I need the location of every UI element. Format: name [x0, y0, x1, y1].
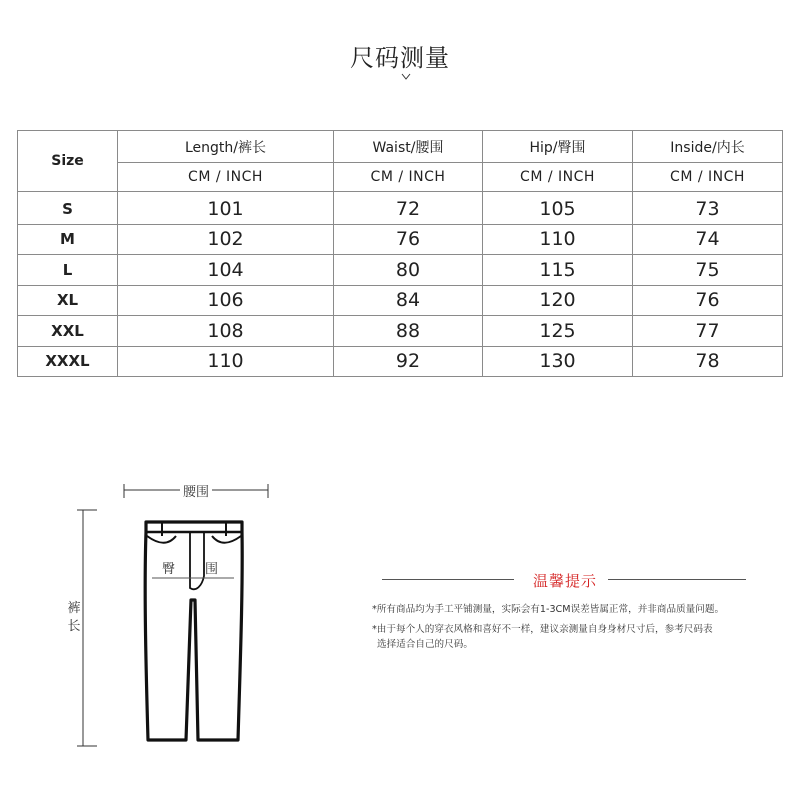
size-cell: XL — [18, 285, 118, 316]
notice-item: *由于每个人的穿衣风格和喜好不一样，建议亲测量自身身材尺寸后，参考尺码表 — [372, 624, 713, 635]
waist-column-header: Waist/腰围 — [334, 131, 483, 163]
length-cell: 104 — [118, 255, 334, 286]
pants-measurement-diagram — [0, 470, 360, 770]
chevron-down-icon — [401, 72, 411, 82]
table-row — [18, 192, 783, 225]
table-row — [18, 316, 783, 347]
table-row — [18, 255, 783, 286]
waist-cell: 92 — [334, 346, 483, 377]
waist-cell: 88 — [334, 316, 483, 347]
inside-cell: 74 — [633, 224, 783, 255]
hip-cell: 110 — [483, 224, 633, 255]
inside-column-header: Inside/内长 — [633, 131, 783, 163]
size-cell: S — [18, 192, 118, 225]
waist-unit: CM / INCH — [334, 163, 483, 192]
length-unit: CM / INCH — [118, 163, 334, 192]
notice-item: 选择适合自己的尺码。 — [377, 639, 473, 650]
length-label: 裤长 — [67, 601, 81, 634]
hip-cell: 115 — [483, 255, 633, 286]
page-title: 尺码测量 — [350, 44, 450, 72]
size-cell: M — [18, 224, 118, 255]
length-cell: 102 — [118, 224, 334, 255]
inside-cell: 73 — [633, 192, 783, 225]
size-column-header: Size — [18, 131, 118, 192]
waist-cell: 80 — [334, 255, 483, 286]
length-column-header: Length/裤长 — [118, 131, 334, 163]
table-row — [18, 285, 783, 316]
notice-title: 温馨提示 — [527, 572, 603, 590]
hip-label-right: 围 — [205, 562, 219, 577]
hip-cell: 130 — [483, 346, 633, 377]
waist-cell: 84 — [334, 285, 483, 316]
waist-cell: 72 — [334, 192, 483, 225]
table-row — [18, 346, 783, 377]
length-cell: 106 — [118, 285, 334, 316]
size-cell: L — [18, 255, 118, 286]
length-cell: 108 — [118, 316, 334, 347]
inside-cell: 77 — [633, 316, 783, 347]
inside-cell: 78 — [633, 346, 783, 377]
waist-cell: 76 — [334, 224, 483, 255]
size-cell: XXL — [18, 316, 118, 347]
pants-outline-icon — [0, 470, 360, 770]
notice-item: *所有商品均为手工平铺测量，实际会有1-3CM误差皆属正常，并非商品质量问题。 — [372, 604, 725, 615]
inside-unit: CM / INCH — [633, 163, 783, 192]
hip-cell: 120 — [483, 285, 633, 316]
hip-cell: 105 — [483, 192, 633, 225]
hip-cell: 125 — [483, 316, 633, 347]
inside-cell: 75 — [633, 255, 783, 286]
length-cell: 110 — [118, 346, 334, 377]
table-header-row — [18, 131, 783, 163]
table-unit-row — [18, 163, 783, 192]
hip-column-header: Hip/臀围 — [483, 131, 633, 163]
waist-label: 腰围 — [180, 481, 212, 500]
size-cell: XXXL — [18, 346, 118, 377]
hip-label-left: 臀 — [162, 562, 176, 577]
inside-cell: 76 — [633, 285, 783, 316]
hip-unit: CM / INCH — [483, 163, 633, 192]
size-chart-table — [17, 130, 783, 377]
table-row — [18, 224, 783, 255]
length-cell: 101 — [118, 192, 334, 225]
